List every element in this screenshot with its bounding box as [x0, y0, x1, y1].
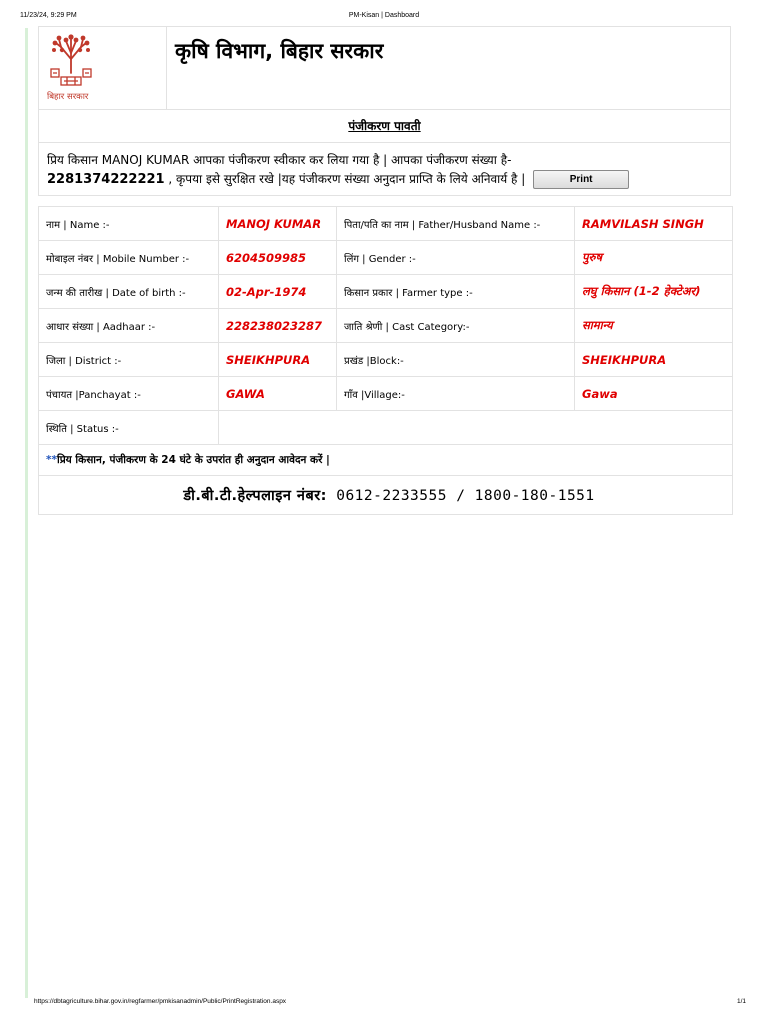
receipt-title — [39, 110, 730, 143]
block-value: SHEIKHPURA — [575, 343, 733, 377]
helpline-label: डी.बी.टी.हेल्पलाइन नंबर: — [183, 488, 327, 504]
status-value — [219, 411, 733, 445]
dbt-helpline — [39, 476, 733, 515]
print-footer — [34, 998, 746, 1010]
print-button[interactable]: Print — [533, 170, 629, 189]
gender-label: लिंग | Gender :- — [337, 241, 575, 275]
bodhi-tree-emblem-icon — [49, 33, 93, 89]
village-label: गाँव |Village:- — [337, 377, 575, 411]
table-row — [39, 207, 733, 241]
note-text: प्रिय किसान, पंजीकरण के 24 घंटे के उपरांत ही अनुदान आवेदन करें | — [56, 454, 330, 466]
registration-message — [39, 143, 730, 195]
district-value: SHEIKHPURA — [219, 343, 337, 377]
logo-caption: बिहार सरकार — [47, 92, 89, 102]
dob-value: 02-Apr-1974 — [219, 275, 337, 309]
message-part1: प्रिय किसान MANOJ KUMAR आपका पंजीकरण स्वीकार कर लिया गया है | आपका पंजीकरण संख्या है- — [47, 153, 512, 167]
bihar-govt-logo — [39, 27, 167, 109]
receipt-section — [38, 110, 731, 196]
application-note — [39, 445, 733, 476]
name-label: नाम | Name :- — [39, 207, 219, 241]
mobile-label: मोबाइल नंबर | Mobile Number :- — [39, 241, 219, 275]
department-header — [38, 26, 731, 110]
table-row — [39, 445, 733, 476]
table-row — [39, 275, 733, 309]
village-value: Gawa — [575, 377, 733, 411]
print-date: 11/23/24, 9:29 PM — [20, 12, 77, 19]
page-url: https://dbtagriculture.bihar.gov.in/regfarmer/pmkisanadmin/Public/PrintRegistration.aspx — [34, 998, 287, 1005]
table-row — [39, 343, 733, 377]
name-value: MANOJ KUMAR — [219, 207, 337, 241]
table-row — [39, 309, 733, 343]
table-row — [39, 241, 733, 275]
page-number: 1/1 — [736, 998, 746, 1005]
table-row — [39, 476, 733, 515]
aadhaar-value: 228238023287 — [219, 309, 337, 343]
helpline-numbers: 0612-2233555 / 1800-180-1551 — [326, 488, 595, 504]
aadhaar-label: आधार संख्या | Aadhaar :- — [39, 309, 219, 343]
father-name-label: पिता/पति का नाम | Father/Husband Name :- — [337, 207, 575, 241]
father-name-value: RAMVILASH SINGH — [575, 207, 733, 241]
page-left-rule — [25, 28, 28, 998]
status-label: स्थिति | Status :- — [39, 411, 219, 445]
receipt-title-text: पंजीकरण पावती — [348, 119, 421, 133]
caste-value: सामान्य — [575, 309, 733, 343]
block-label: प्रखंड |Block:- — [337, 343, 575, 377]
message-part2: , कृपया इसे सुरक्षित रखे |यह पंजीकरण संख्या अनुदान प्राप्ति के लिये अनिवार्य है | — [164, 172, 526, 186]
farmer-type-label: किसान प्रकार | Farmer type :- — [337, 275, 575, 309]
dob-label: जन्म की तारीख | Date of birth :- — [39, 275, 219, 309]
print-page-title: PM-Kisan | Dashboard — [348, 12, 420, 19]
registration-receipt-page — [38, 26, 731, 515]
mobile-value: 6204509985 — [219, 241, 337, 275]
panchayat-value: GAWA — [219, 377, 337, 411]
table-row — [39, 411, 733, 445]
note-stars: ** — [46, 454, 57, 466]
caste-label: जाति श्रेणी | Cast Category:- — [337, 309, 575, 343]
district-label: जिला | District :- — [39, 343, 219, 377]
panchayat-label: पंचायत |Panchayat :- — [39, 377, 219, 411]
farmer-type-value: लघु किसान (1-2 हेक्टेअर) — [575, 275, 733, 309]
farmer-details-table — [38, 206, 733, 515]
registration-number: 2281374222221 — [47, 172, 165, 187]
gender-value: पुरुष — [575, 241, 733, 275]
department-title: कृषि विभाग, बिहार सरकार — [175, 39, 384, 63]
print-header — [20, 12, 748, 24]
table-row — [39, 377, 733, 411]
